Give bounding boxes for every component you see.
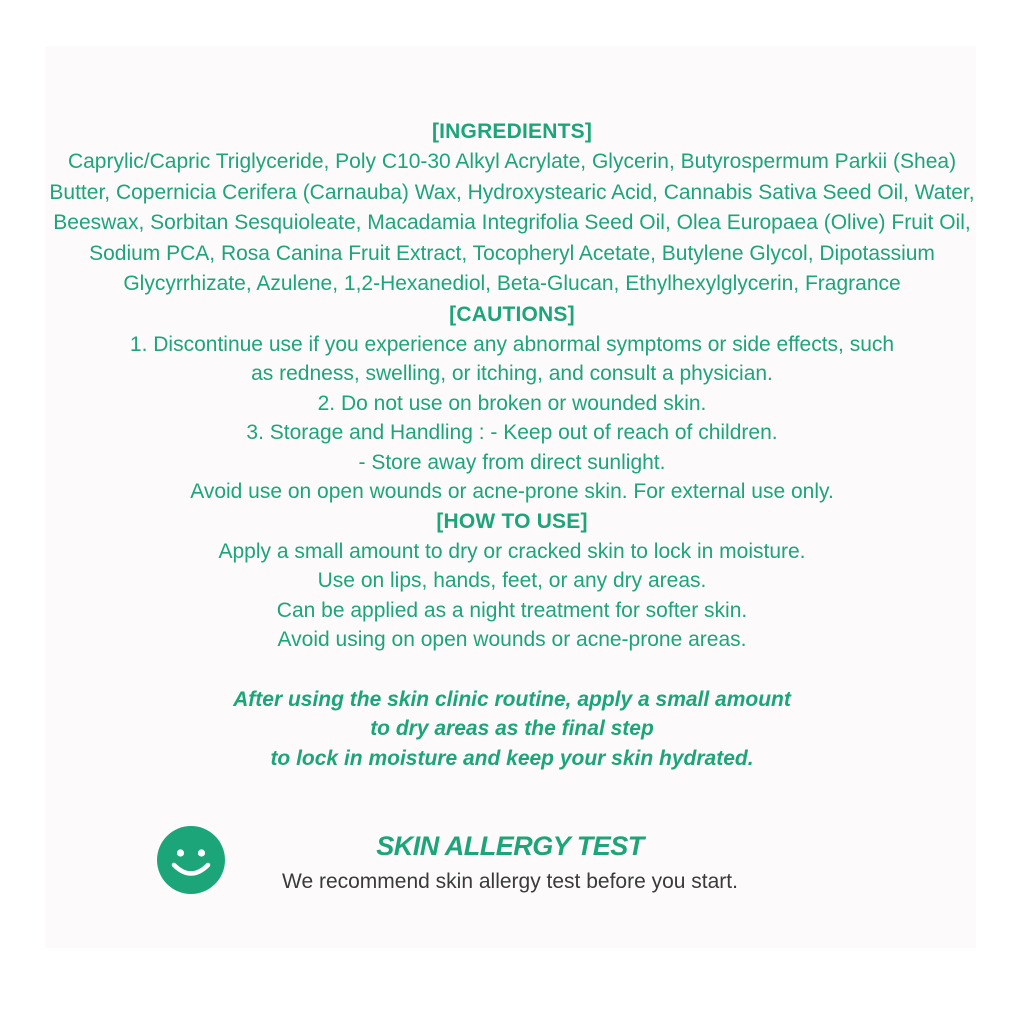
ingredients-heading: [INGREDIENTS]	[431, 120, 593, 143]
spacer	[0, 655, 1024, 685]
caution-line: 2. Do not use on broken or wounded skin.	[317, 391, 707, 415]
caution-line: 3. Storage and Handling : - Keep out of reach of children.	[246, 421, 778, 444]
how-to-use-line: Apply a small amount to dry or cracked skin to lock in moisture.	[218, 539, 806, 563]
caution-line: Avoid use on open wounds or acne-prone skin. For external use only.	[190, 480, 834, 503]
how-to-use-heading: [HOW TO USE]	[436, 509, 588, 533]
ingredients-text: Caprylic/Capric Triglyceride, Poly C10-30 Alkyl Acrylate, Glycerin, Butyrospermum Parkii (Shea) Butter, Copernicia Cerifera (Carnauba) Wax, Hydroxystearic Acid, Cannabis Sativa Seed Oil, Water, Beeswax, Sorbitan Sesquioleate, Macadamia Integrifolia Seed Oil, Olea Europaea (Olive) Fruit Oil, Sodium PCA, Rosa Canina Fruit Extract, Tocopheryl Acetate, Butylene Glycol, Dipotassium Glycyrrhizate, Azulene, 1,2-Hexanediol, Beta-Glucan, Ethylhexylglycerin, Fragrance	[49, 150, 975, 295]
caution-line: 1. Discontinue use if you experience any abnormal symptoms or side effects, such	[129, 332, 895, 356]
cautions-heading: [CAUTIONS]	[449, 302, 575, 326]
allergy-test-title: SKIN ALLERGY TEST	[376, 831, 644, 861]
how-to-use-line: Can be applied as a night treatment for softer skin.	[276, 598, 748, 622]
tip-line: to dry areas as the final step	[370, 717, 654, 740]
how-to-use-line: Use on lips, hands, feet, or any dry areas.	[317, 569, 707, 592]
how-to-use-line: Avoid using on open wounds or acne-prone areas.	[277, 628, 747, 651]
allergy-test-text: We recommend skin allergy test before you start.	[282, 870, 738, 893]
tip-line: to lock in moisture and keep your skin hydrated.	[270, 746, 754, 770]
label-content	[0, 117, 1024, 773]
caution-line: as redness, swelling, or itching, and consult a physician.	[251, 362, 773, 385]
caution-line: - Store away from direct sunlight.	[358, 450, 666, 474]
tip-line: After using the skin clinic routine, apply a small amount	[233, 687, 791, 711]
smiley-face-icon	[157, 826, 225, 894]
